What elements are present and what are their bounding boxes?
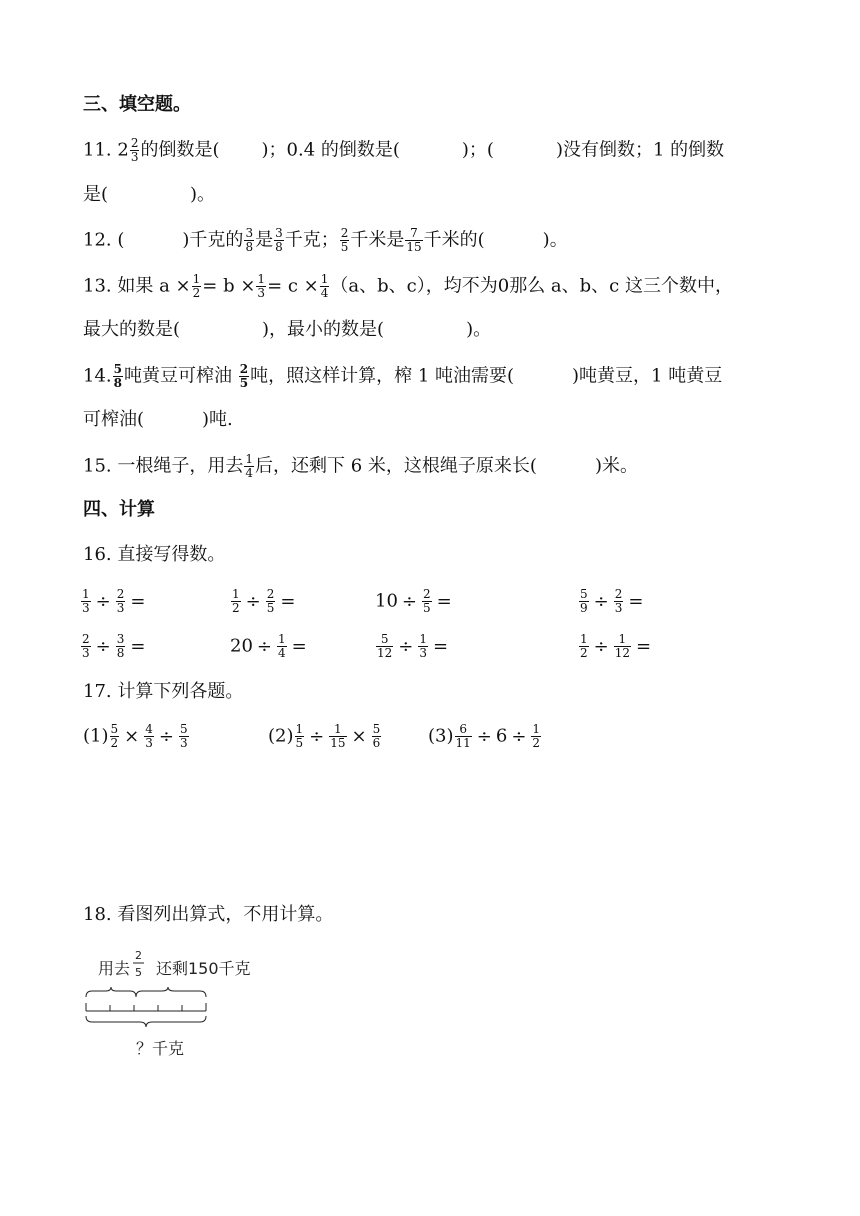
q12-text-5: 千米是: [350, 229, 405, 251]
q13-text-5: 最大的数是(: [83, 319, 181, 340]
q17-problem-1: (1) $\frac{5}{2}$ × $\frac{4}{3}$ ÷ $\frac{5}{3}$: [83, 722, 188, 750]
q16-item-1-2: $\frac{1}{2}$ ÷ $\frac{2}{5}$ =: [232, 587, 296, 615]
q12-number: 12.: [83, 229, 112, 251]
q16-item-2-1: $\frac{2}{3}$ ÷ $\frac{3}{8}$ =: [82, 632, 146, 660]
question-15: [83, 453, 638, 480]
question-12: [83, 227, 568, 254]
question-18-title: 18. 看图列出算式，不用计算。: [83, 904, 334, 925]
q14-text-4: 可榨油(: [83, 409, 145, 430]
q14-text-5: )吨.: [202, 409, 233, 430]
q12-text-3: 是: [255, 229, 274, 251]
q12-fraction-1: $\frac{3}{8}$: [245, 226, 254, 254]
q12-text-1: (: [117, 229, 125, 251]
question-11-line-2: [83, 183, 215, 207]
question-13-line-2: [83, 318, 491, 342]
q17-problem-3: (3) $\frac{6}{11}$ ÷ 6 ÷ $\frac{1}{2}$: [428, 722, 541, 750]
section-3-title: 三、填空题。: [83, 94, 191, 115]
q16-item-1-1: $\frac{1}{3}$ ÷ $\frac{2}{3}$ =: [82, 587, 146, 615]
q13-text-3: = c ×: [267, 275, 319, 297]
q12-text-2: )千克的: [182, 229, 244, 251]
diagram-remain-brace: [136, 987, 206, 997]
q12-text-4: 千克；: [284, 229, 339, 251]
q11-whole: 2: [117, 139, 129, 161]
q14-fraction-1: $\frac{5}{8}$: [113, 362, 122, 390]
q15-text-1: 一根绳子，用去: [117, 455, 244, 477]
q11-text-4: )没有倒数；1 的倒数: [555, 139, 725, 161]
q12-fraction-3: $\frac{2}{5}$: [340, 226, 349, 254]
question-17-title: 17. 计算下列各题。: [83, 681, 244, 702]
q15-text-3: )米。: [594, 455, 638, 477]
q13-fraction-2: $\frac{1}{3}$: [257, 272, 266, 300]
diagram-remain-label: 还剩150千克: [156, 959, 251, 978]
q13-text-4: （a、b、c），均不为0那么 a、b、c 这三个数中，: [330, 275, 733, 297]
diagram-total-label: ？千克: [136, 1039, 185, 1058]
q13-text-1: 如果 a ×: [117, 275, 191, 297]
diagram-used-brace: [86, 987, 136, 997]
q14-number: 14.: [83, 365, 112, 387]
q12-fraction-2: $\frac{3}{8}$: [275, 226, 283, 254]
q13-fraction-3: $\frac{1}{4}$: [320, 272, 329, 300]
question-16-title: 16. 直接写得数。: [83, 544, 226, 565]
diagram-used-label: 用去: [98, 959, 131, 978]
question-14-line-1: [83, 363, 722, 390]
section-4-title: 四、计算: [83, 499, 155, 520]
q17-problem-2: (2) $\frac{1}{5}$ ÷ $\frac{1}{15}$ × $\frac{5}{6}$: [268, 722, 381, 750]
q14-text-1: 吨黄豆可榨油: [124, 365, 232, 387]
q14-text-2: 吨，照这样计算，榨 1 吨油需要(: [250, 365, 515, 387]
q13-fraction-1: $\frac{1}{2}$: [192, 272, 201, 300]
q16-item-1-4: $\frac{5}{9}$ ÷ $\frac{2}{3}$ =: [580, 587, 644, 615]
q14-text-3: )吨黄豆，1 吨黄豆: [572, 365, 723, 387]
q13-text-6: )，最小的数是(: [262, 319, 385, 340]
question-14-line-2: [83, 408, 233, 432]
q16-item-2-2: 20 ÷ $\frac{1}{4}$ =: [230, 632, 307, 660]
q12-text-7: )。: [542, 229, 568, 251]
q16-item-2-4: $\frac{1}{2}$ ÷ $\frac{1}{12}$ =: [580, 632, 652, 660]
q12-fraction-4: $\frac{7}{15}$: [406, 226, 422, 254]
q16-item-2-3: $\frac{5}{12}$ ÷ $\frac{1}{3}$ =: [377, 632, 449, 660]
q11-text-1: 的倒数是(: [140, 139, 220, 161]
q11-text-2: )；0.4 的倒数是(: [261, 139, 400, 161]
q15-number: 15.: [83, 455, 112, 477]
q11-text-3: )；(: [461, 139, 494, 161]
q11-fraction: $\frac{2}{3}$: [130, 136, 139, 164]
q13-text-7: )。: [466, 319, 492, 340]
q13-number: 13.: [83, 275, 112, 297]
q14-fraction-2: $\frac{2}{5}$: [239, 362, 249, 390]
question-11-line-1: [83, 137, 724, 164]
q15-text-2: 后，还剩下 6 米，这根绳子原来长(: [255, 455, 537, 477]
q12-text-6: 千米的(: [423, 229, 485, 251]
diagram-used-denominator: 5: [135, 966, 142, 979]
q18-segment-diagram: [78, 938, 278, 1068]
q11-text-5: 是(: [83, 184, 109, 205]
q11-text-6: )。: [190, 184, 216, 205]
q15-fraction: $\frac{1}{4}$: [245, 452, 254, 480]
question-13-line-1: [83, 273, 733, 300]
q11-number: 11.: [83, 139, 112, 161]
q13-text-2: = b ×: [202, 275, 256, 297]
q16-item-1-3: 10 ÷ $\frac{2}{5}$ =: [375, 587, 452, 615]
diagram-used-numerator: 2: [135, 949, 142, 962]
diagram-total-brace: [86, 1016, 206, 1027]
